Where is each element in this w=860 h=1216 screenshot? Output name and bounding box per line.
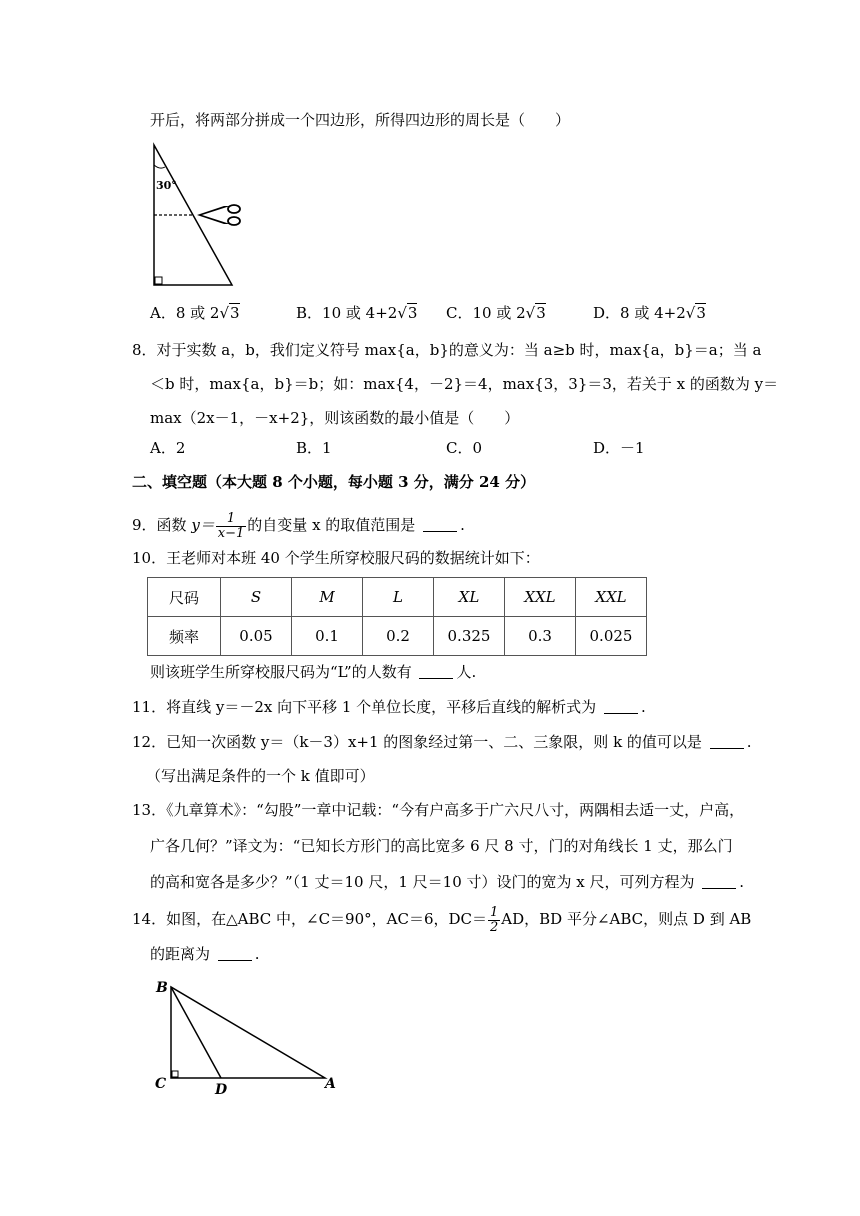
q7-option-a: A．8 或 2√3 bbox=[150, 304, 240, 322]
q10-question: 则该班学生所穿校服尺码为“L”的人数有 人. bbox=[150, 663, 477, 681]
table-cell: XL bbox=[434, 578, 505, 617]
section-2-heading: 二、填空题（本大题 8 个小题，每小题 3 分，满分 24 分） bbox=[132, 473, 536, 491]
table-header-frequency: 频率 bbox=[148, 617, 221, 656]
q11: 11．将直线 y＝－2x 向下平移 1 个单位长度，平移后直线的解析式为 . bbox=[132, 698, 646, 716]
table-cell: 0.2 bbox=[363, 617, 434, 656]
table-cell: L bbox=[363, 578, 434, 617]
table-cell: M bbox=[292, 578, 363, 617]
q8-line2: ＜b 时，max{a，b}＝b；如：max{4，－2}＝4，max{3，3}＝3，若关于 x 的函数为 y＝ bbox=[150, 375, 779, 393]
q12-answer-blank bbox=[710, 734, 744, 749]
q14-triangle-figure bbox=[150, 975, 350, 1098]
q13-line2: 广各几何？”译文为：“已知长方形门的高比宽多 6 尺 8 寸，门的对角线长 1 丈，那么门 bbox=[150, 837, 733, 855]
table-header-size: 尺码 bbox=[148, 578, 221, 617]
q10-answer-blank bbox=[419, 664, 453, 679]
q12: 12．已知一次函数 y＝（k－3）x+1 的图象经过第一、二、三象限，则 k 的值可以是 . bbox=[132, 733, 752, 751]
q9-answer-blank bbox=[423, 517, 457, 532]
q13-line1: 13．《九章算术》：“勾股”一章中记载：“今有户高多于广六尺八寸，两隅相去适一丈，户高， bbox=[132, 801, 745, 819]
table-cell: 0.325 bbox=[434, 617, 505, 656]
table-row bbox=[148, 578, 647, 617]
q13-answer-blank bbox=[702, 874, 736, 889]
q11-answer-blank bbox=[604, 699, 638, 714]
label-c: C bbox=[155, 1076, 167, 1092]
q10-intro: 10．王老师对本班 40 个学生所穿校服尺码的数据统计如下： bbox=[132, 549, 540, 567]
q8-option-c: C．0 bbox=[446, 439, 483, 457]
q14-line2: 的距离为 . bbox=[150, 945, 260, 963]
table-cell: XXL bbox=[576, 578, 647, 617]
q7-option-c: C．10 或 2√3 bbox=[446, 304, 546, 322]
q7-angle-label: 30° bbox=[156, 179, 177, 192]
scissors-icon bbox=[197, 205, 240, 225]
table-cell: XXL bbox=[505, 578, 576, 617]
q7-option-b: B．10 或 4+2√3 bbox=[296, 304, 418, 322]
q14-line1: 14．如图，在△ABC 中，∠C＝90°，AC＝6，DC＝ $\frac{1}{2}$ AD，BD 平分∠ABC，则点 D 到 AB bbox=[132, 904, 752, 935]
q7-triangle-figure bbox=[150, 140, 250, 290]
table-row bbox=[148, 617, 647, 656]
label-a: A bbox=[325, 1076, 336, 1092]
q8-option-b: B．1 bbox=[296, 439, 332, 457]
label-d: D bbox=[215, 1082, 228, 1098]
q7-continuation: 开后，将两部分拼成一个四边形，所得四边形的周长是（ ） bbox=[150, 111, 571, 129]
q14-answer-blank bbox=[218, 946, 252, 961]
q12-note: （写出满足条件的一个 k 值即可） bbox=[146, 767, 375, 785]
q14-fraction: $\frac{1}{2}$ bbox=[490, 904, 499, 935]
q7-option-d: D．8 或 4+2√3 bbox=[593, 304, 706, 322]
table-cell: 0.3 bbox=[505, 617, 576, 656]
label-b: B bbox=[156, 980, 168, 996]
table-cell: S bbox=[221, 578, 292, 617]
q9: 9．函数 y＝ $\frac{1}{x-1}$ 的自变量 x 的取值范围是 . bbox=[132, 510, 465, 541]
q9-fraction: $\frac{1}{x-1}$ bbox=[217, 510, 245, 541]
q8-line1: 8．对于实数 a，b，我们定义符号 max{a，b}的意义为：当 a≥b 时，max{a，b}＝a；当 a bbox=[132, 341, 762, 359]
q8-option-a: A．2 bbox=[150, 439, 186, 457]
q8-line3: max（2x－1，－x+2}，则该函数的最小值是（ ） bbox=[150, 409, 520, 427]
size-frequency-table bbox=[147, 577, 647, 656]
q13-line3: 的高和宽各是多少？”（1 丈＝10 尺，1 尺＝10 寸）设门的宽为 x 尺，可列方程为 . bbox=[150, 873, 745, 891]
table-cell: 0.1 bbox=[292, 617, 363, 656]
table-cell: 0.05 bbox=[221, 617, 292, 656]
q8-option-d: D．－1 bbox=[593, 439, 645, 457]
table-cell: 0.025 bbox=[576, 617, 647, 656]
